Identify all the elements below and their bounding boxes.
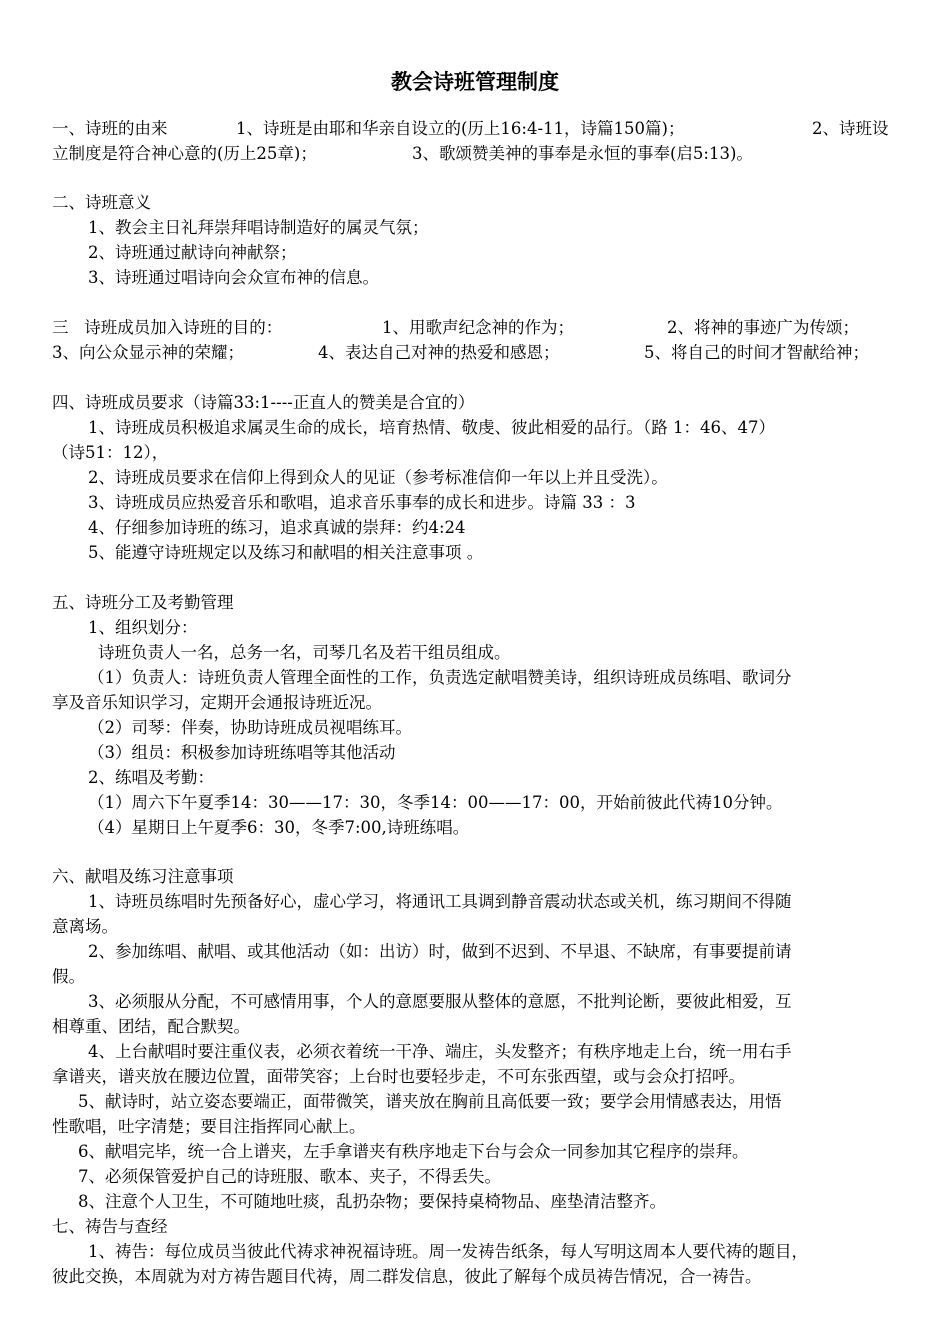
- section-4-item-1-cont: （诗51：12），: [52, 443, 169, 462]
- section-5-attendance-label: 2、练唱及考勤：: [88, 768, 214, 787]
- section-4-item-5: 5、能遵守诗班规定以及练习和献唱的相关注意事项 。: [88, 543, 484, 562]
- section-4-item-4: 4、仔细参加诗班的练习，追求真诚的崇拜：约4:24: [88, 518, 466, 537]
- section-5-org-desc: 诗班负责人一名，总务一名，司琴几名及若干组员组成。: [98, 643, 511, 662]
- section-3-item-4: 4、表达自己对神的热爱和感恩；: [318, 343, 560, 362]
- section-5-heading: 五、诗班分工及考勤管理: [52, 593, 234, 612]
- section-1-item-3: 3、歌颂赞美神的事奉是永恒的事奉(启5:13)。: [412, 144, 753, 163]
- section-3-item-5: 5、将自己的时间才智献给神；: [644, 343, 869, 362]
- section-7-item-1: 1、祷告：每位成员当彼此代祷求神祝福诗班。周一发祷告纸条，每人写明这周本人要代祷的题目，: [88, 1242, 808, 1261]
- section-5-role-member: （3）组员：积极参加诗班练唱等其他活动: [88, 743, 396, 762]
- section-6-item-2: 2、参加练唱、献唱、或其他活动（如：出访）时，做到不迟到、不早退、不缺席，有事要提前请: [88, 942, 792, 961]
- section-6-item-5-cont: 性歌唱，吐字清楚；要目注指挥同心献上。: [52, 1117, 366, 1136]
- section-5-schedule-saturday: （1）周六下午夏季14：30——17：30，冬季14：00——17：00，开始前彼此代祷10分钟。: [88, 793, 783, 812]
- section-6-item-6: 6、献唱完毕，统一合上谱夹，左手拿谱夹有秩序地走下台与会众一同参加其它程序的崇拜。: [78, 1142, 749, 1161]
- section-5-schedule-sunday: （4）星期日上午夏季6：30，冬季7:00,诗班练唱。: [88, 818, 470, 837]
- section-1-item-2-end: 立制度是符合神心意的(历上25章)；: [52, 144, 317, 163]
- section-3-heading: 三 诗班成员加入诗班的目的：: [52, 318, 283, 337]
- section-2-item: 1、教会主日礼拜崇拜唱诗制造好的属灵气氛；: [88, 218, 429, 237]
- section-6-item-4-cont: 拿谱夹，谱夹放在腰边位置，面带笑容；上台时也要轻步走，不可东张西望，或与会众打招呼。: [52, 1067, 745, 1086]
- section-7-heading: 七、祷告与查经: [52, 1217, 168, 1236]
- section-4-item-2: 2、诗班成员要求在信仰上得到众人的见证（参考标准信仰一年以上并且受洗）。: [88, 468, 668, 487]
- section-1-item-2-start: 2、诗班设: [812, 119, 889, 138]
- section-6-item-1: 1、诗班员练唱时先预备好心，虚心学习，将通讯工具调到静音震动状态或关机，练习期间不得随: [88, 892, 792, 911]
- section-5-role-leader-cont: 享及音乐知识学习，定期开会通报诗班近况。: [52, 693, 382, 712]
- section-6-item-5: 5、献诗时，站立姿态要端正，面带微笑，谱夹放在胸前且高低要一致；要学会用情感表达，用悟: [78, 1092, 782, 1111]
- section-5-org-label: 1、组织划分：: [88, 618, 198, 637]
- section-6-item-8: 8、注意个人卫生，不可随地吐痰，乱扔杂物；要保持桌椅物品、座垫清洁整齐。: [78, 1192, 666, 1211]
- section-3-item-2: 2、将神的事迹广为传颂；: [667, 318, 859, 337]
- section-6-item-2-cont: 假。: [52, 967, 85, 986]
- section-4-heading: 四、诗班成员要求（诗篇33:1----正直人的赞美是合宜的）: [52, 393, 475, 412]
- section-2-heading: 二、诗班意义: [52, 193, 151, 212]
- section-7-item-1-cont: 彼此交换，本周就为对方祷告题目代祷，周二群发信息，彼此了解每个成员祷告情况，合一祷告。: [52, 1267, 762, 1286]
- section-6-heading: 六、献唱及练习注意事项: [52, 867, 234, 886]
- section-6-item-4: 4、上台献唱时要注重仪表，必须衣着统一干净、端庄，头发整齐；有秩序地走上台，统一用右手: [88, 1042, 792, 1061]
- section-2-item: 3、诗班通过唱诗向会众宣布神的信息。: [88, 268, 379, 287]
- section-3-item-3: 3、向公众显示神的荣耀；: [52, 343, 244, 362]
- section-4-item-3: 3、诗班成员应热爱音乐和歌唱，追求音乐事奉的成长和进步。诗篇 33 ：3: [88, 493, 636, 512]
- section-5-role-pianist: （2）司琴：伴奏，协助诗班成员视唱练耳。: [88, 718, 412, 737]
- section-1-heading: 一、诗班的由来: [52, 119, 168, 138]
- section-6-item-3-cont: 相尊重、团结，配合默契。: [52, 1017, 250, 1036]
- document-title: 教会诗班管理制度: [391, 69, 559, 94]
- section-3-item-1: 1、用歌声纪念神的作为；: [382, 318, 574, 337]
- section-6-item-7: 7、必须保管爱护自己的诗班服、歌本、夹子，不得丢失。: [78, 1167, 501, 1186]
- section-6-item-1-cont: 意离场。: [52, 917, 118, 936]
- section-1-item-1: 1、诗班是由耶和华亲自设立的(历上16:4-11，诗篇150篇)；: [236, 119, 685, 138]
- section-5-role-leader: （1）负责人：诗班负责人管理全面性的工作，负责选定献唱赞美诗，组织诗班成员练唱、歌词分: [88, 668, 792, 687]
- section-6-item-3: 3、必须服从分配，不可感情用事，个人的意愿要服从整体的意愿，不批判论断，要彼此相爱，互: [88, 992, 792, 1011]
- section-2-item: 2、诗班通过献诗向神献祭；: [88, 243, 297, 262]
- section-4-item-1: 1、诗班成员积极追求属灵生命的成长，培育热情、敬虔、彼此相爱的品行。（路 1：46、47）: [88, 418, 775, 437]
